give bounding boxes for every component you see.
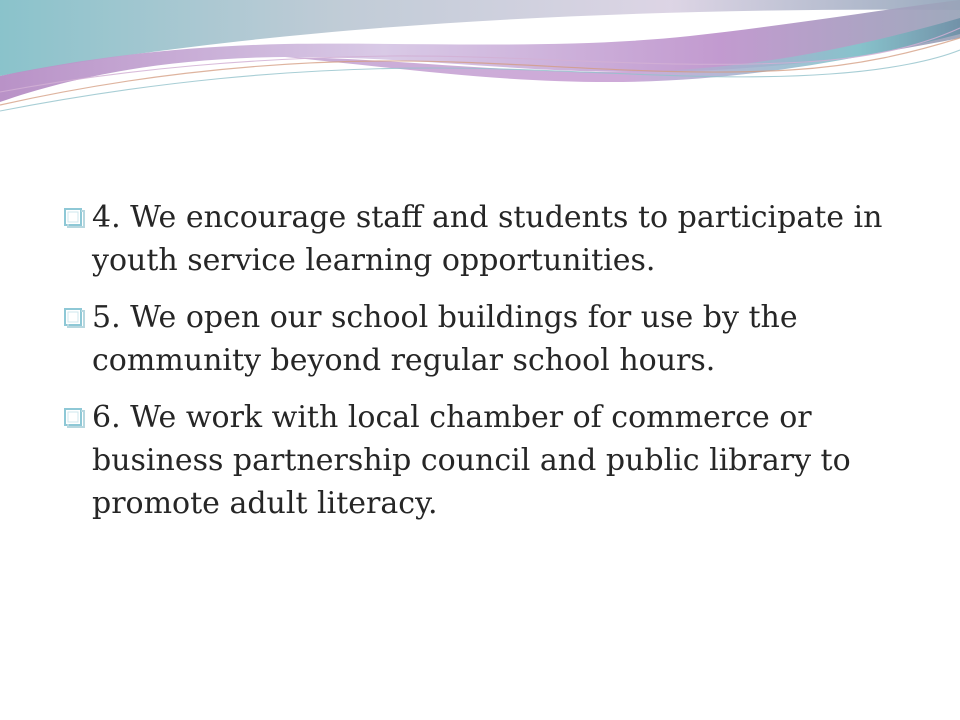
hollow-square-icon	[64, 304, 86, 330]
hollow-square-icon	[64, 404, 86, 430]
decorative-wave-banner	[0, 0, 960, 120]
bullet-text: 4. We encourage staff and students to participate in youth service learning opportunities.	[92, 200, 883, 278]
bullet-text: 5. We open our school buildings for use by the community beyond regular school hours.	[92, 300, 798, 378]
bullet-text: 6. We work with local chamber of commerce or business partnership council and public library to promote adult literacy.	[92, 400, 851, 521]
bullet-item-6	[64, 396, 884, 525]
bullet-item-4	[64, 196, 884, 282]
bullet-item-5	[64, 296, 884, 382]
hollow-square-icon	[64, 204, 86, 230]
bullet-list	[64, 196, 884, 539]
